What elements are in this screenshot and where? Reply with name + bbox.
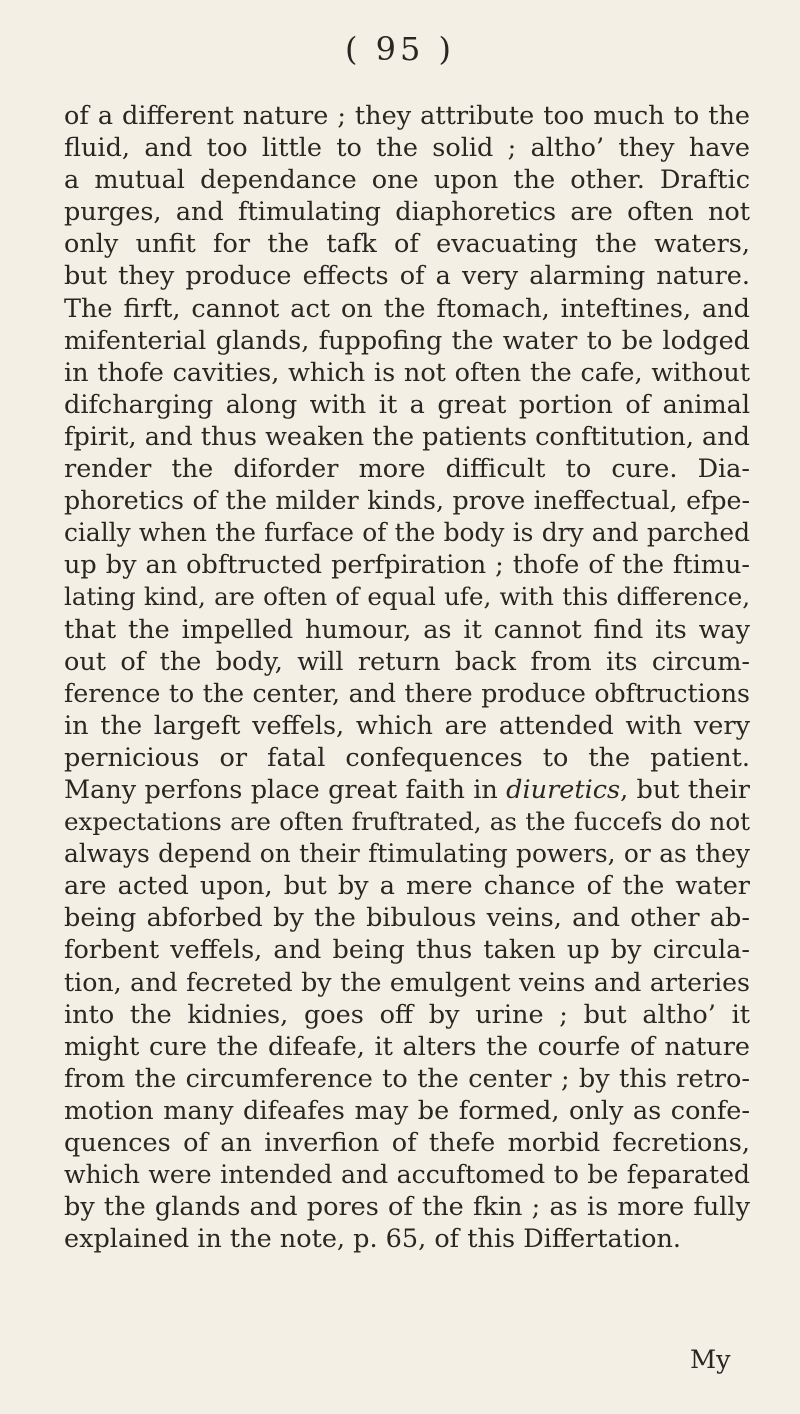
text-line-content: but they produce effects of a very alarming nature.	[64, 261, 750, 292]
text-line	[64, 1095, 750, 1127]
text-line-content: explained in the note, p. 65, of this Differtation.	[64, 1224, 681, 1255]
text-line-content: fpirit, and thus weaken the patients conftitution, and	[64, 421, 750, 452]
text-line	[64, 870, 750, 902]
text-line	[64, 678, 750, 710]
text-line-content: pernicious or fatal confequences to the patient.	[64, 742, 750, 773]
italic-word: diuretics	[506, 774, 621, 805]
text-line	[64, 228, 750, 260]
text-line-content: Many perfons place great faith in	[64, 774, 507, 805]
text-line-content: quences of an inverfion of thefe morbid fecretions,	[64, 1128, 750, 1158]
text-line	[64, 421, 750, 453]
text-line-content: might cure the difeafe, it alters the courfe of nature	[64, 1031, 750, 1062]
text-line	[64, 774, 750, 806]
text-line	[64, 806, 750, 838]
text-line	[64, 325, 750, 357]
text-line-content: in thofe cavities, which is not often the cafe, without	[64, 357, 750, 388]
text-line	[64, 902, 750, 934]
text-line-content: phoretics of the milder kinds, prove ineffectual, efpe-	[64, 486, 750, 516]
text-line-content: purges, and ftimulating diaphoretics are often not	[64, 197, 750, 228]
text-line-content: that the impelled humour, as it cannot find its way	[64, 614, 750, 645]
text-line	[64, 1191, 750, 1223]
text-line-content: are acted upon, but by a mere chance of the water	[64, 871, 750, 902]
text-line-content: only unfit for the tafk of evacuating the waters,	[64, 229, 750, 260]
text-line	[64, 549, 750, 581]
text-line	[64, 742, 750, 774]
text-line-content: being abforbed by the bibulous veins, and other ab-	[64, 903, 750, 934]
text-line	[64, 1031, 750, 1063]
text-line	[64, 710, 750, 742]
text-line-content: always depend on their ftimulating powers, or as they	[64, 839, 750, 869]
text-line	[64, 485, 750, 517]
text-line-content: ference to the center, and there produce obftructions	[64, 678, 750, 708]
text-line	[64, 1127, 750, 1159]
text-line-content: of a different nature ; they attribute too much to the	[64, 101, 750, 131]
text-line	[64, 389, 750, 421]
text-line	[64, 1159, 750, 1191]
text-line	[64, 164, 750, 196]
text-line-content: difcharging along with it a great portion of animal	[64, 389, 750, 420]
text-line	[64, 260, 750, 292]
text-line-content: forbent veffels, and being thus taken up by circula-	[64, 935, 750, 966]
text-line	[64, 967, 750, 999]
text-line	[64, 1223, 750, 1255]
text-line-content: in the largeft veffels, which are attended with very	[64, 710, 750, 741]
text-line-content: lating kind, are often of equal ufe, with this difference,	[64, 582, 750, 612]
text-line-content: expectations are often fruftrated, as the fuccefs do not	[64, 807, 750, 837]
text-line	[64, 293, 750, 325]
page-number: ( 95 )	[344, 30, 456, 68]
text-line	[64, 357, 750, 389]
text-line-continuation: , but their	[620, 774, 750, 805]
text-line-content: into the kidnies, goes off by urine ; but altho’ it	[64, 999, 750, 1030]
text-line-content: by the glands and pores of the fkin ; as is more fully	[64, 1192, 750, 1223]
text-line	[64, 581, 750, 613]
text-line-content: cially when the furface of the body is dry and parched	[64, 518, 750, 548]
text-line-content: up by an obftructed perfpiration ; thofe of the ftimu-	[64, 550, 750, 581]
text-line	[64, 934, 750, 966]
text-line-content: a mutual dependance one upon the other. Draftic	[64, 165, 750, 196]
text-line	[64, 453, 750, 485]
text-line	[64, 100, 750, 132]
text-line	[64, 614, 750, 646]
text-line-content: render the diforder more difficult to cure. Dia-	[64, 454, 750, 485]
text-line	[64, 646, 750, 678]
text-line-content: fluid, and too little to the solid ; altho’ they have	[64, 133, 750, 164]
text-line-content: from the circumference to the center ; by this retro-	[64, 1063, 750, 1094]
text-line	[64, 999, 750, 1031]
text-line	[64, 517, 750, 549]
text-line	[64, 1063, 750, 1095]
text-line-content: motion many difeafes may be formed, only as confe-	[64, 1095, 750, 1126]
text-line-content: which were intended and accuftomed to be feparated	[64, 1160, 750, 1190]
text-line-content: tion, and fecreted by the emulgent veins and arteries	[64, 967, 750, 997]
text-line-content: out of the body, will return back from its circum-	[64, 646, 750, 677]
text-line-content: mifenterial glands, fuppofing the water to be lodged	[64, 325, 750, 356]
text-line	[64, 196, 750, 228]
text-line	[64, 838, 750, 870]
text-line	[64, 132, 750, 164]
text-line-content: The firft, cannot act on the ftomach, inteftines, and	[64, 293, 750, 324]
body-text	[64, 100, 750, 1255]
catchword: My	[690, 1345, 731, 1375]
